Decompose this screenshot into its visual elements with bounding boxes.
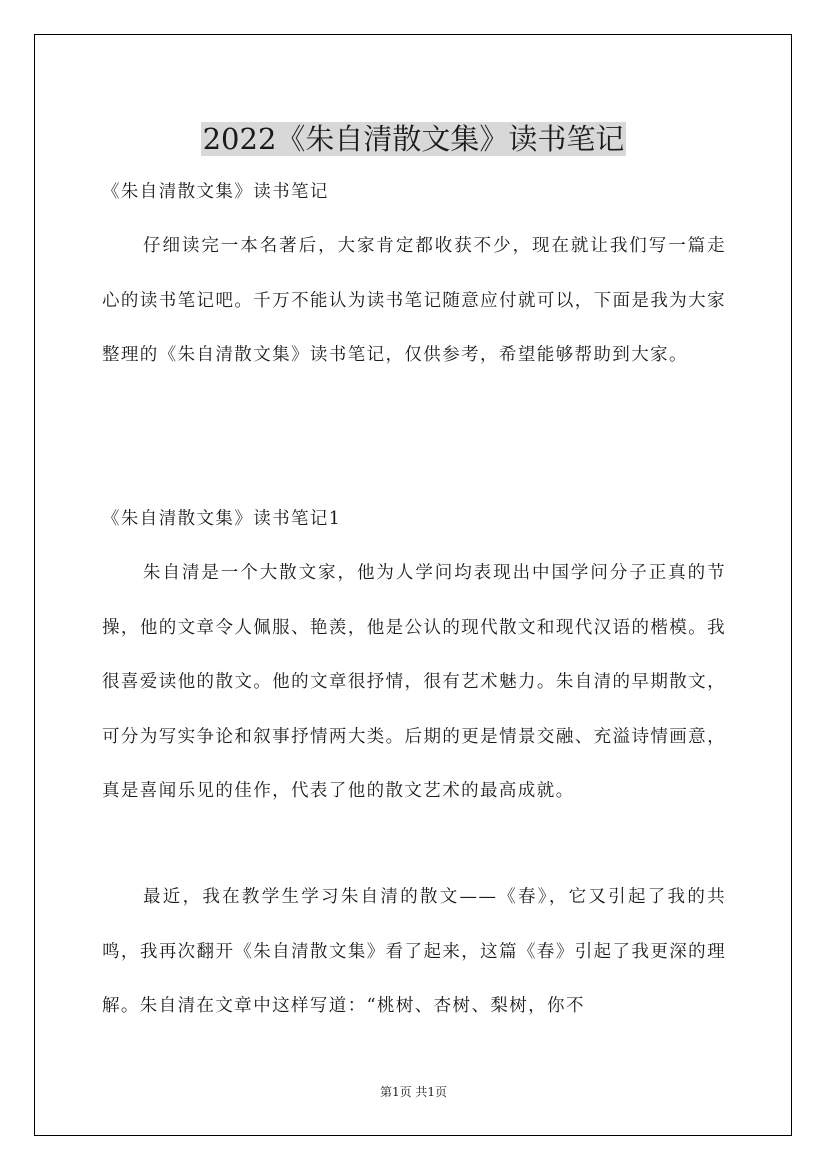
document-title	[0, 117, 827, 161]
section-heading: 《朱自清散文集》读书笔记1	[102, 509, 342, 529]
document-subtitle: 《朱自清散文集》读书笔记	[102, 182, 329, 202]
body-paragraph: 最近，我在教学生学习朱自清的散文——《春》，它又引起了我的共鸣，我再次翻开《朱自清散文集》看了起来，这篇《春》引起了我更深的理解。朱自清在文章中这样写道：“桃树、杏树、梨树，你不	[102, 887, 726, 1016]
body-paragraph: 朱自清是一个大散文家，他为人学问均表现出中国学问分子正真的节操，他的文章令人佩服、艳羡，他是公认的现代散文和现代汉语的楷模。我很喜爱读他的散文。他的文章很抒情，很有艺术魅力。朱自清的早期散文，可分为写实争论和叙事抒情两大类。后期的更是情景交融、充溢诗情画意，真是喜闻乐见的佳作，代表了他的散文艺术的最高成就。	[102, 563, 726, 801]
intro-paragraph: 仔细读完一本名著后，大家肯定都收获不少，现在就让我们写一篇走心的读书笔记吧。千万不能认为读书笔记随意应付就可以，下面是我为大家整理的《朱自清散文集》读书笔记，仅供参考，希望能够帮助到大家。	[102, 236, 726, 365]
page-footer: 第1页 共1页	[379, 1085, 448, 1099]
document-title-text: 2022《朱自清散文集》读书笔记	[202, 122, 625, 157]
